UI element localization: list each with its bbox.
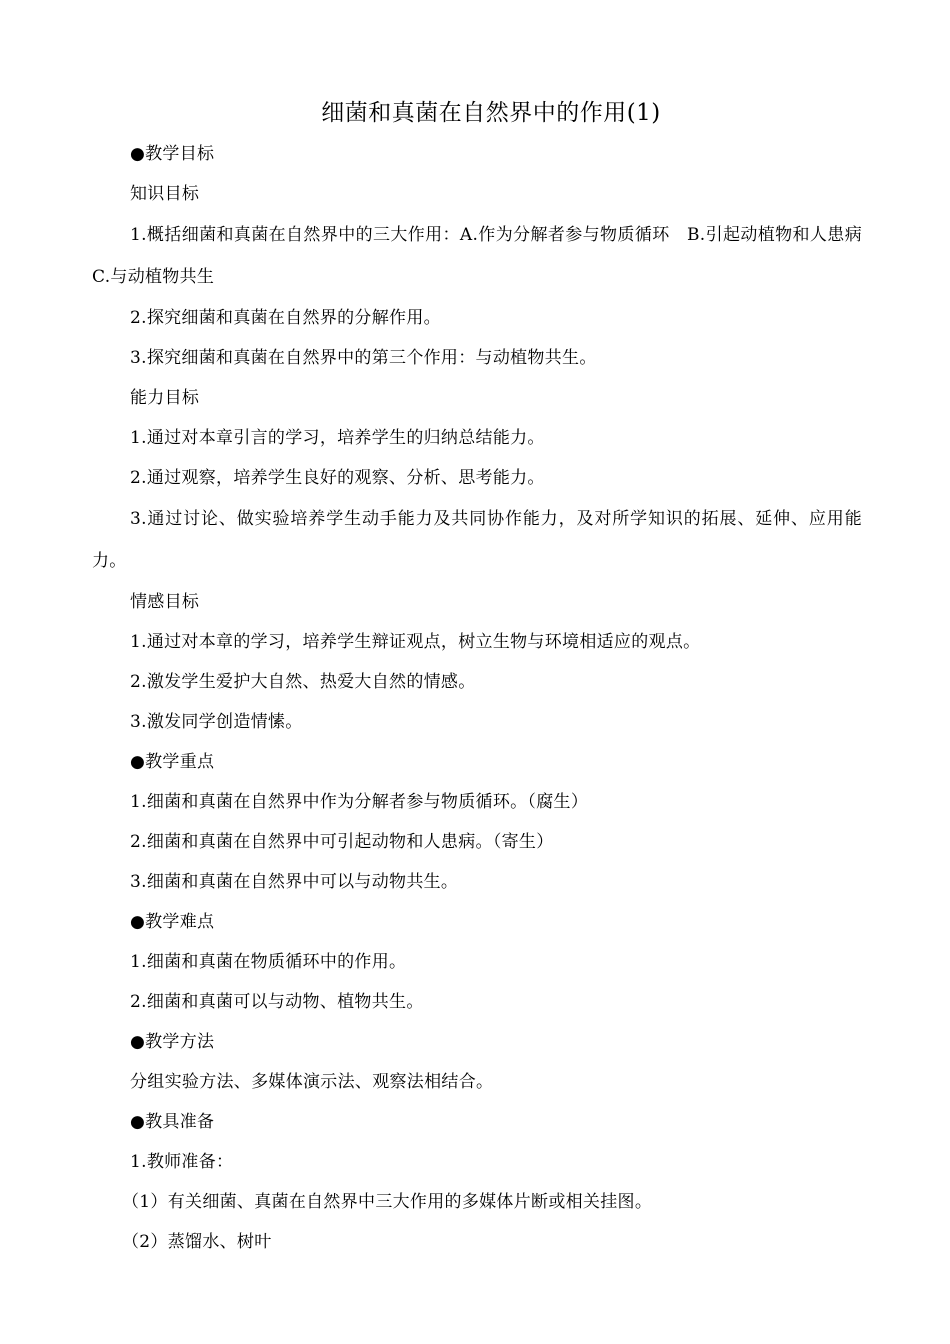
section-heading-objectives: ●教学目标 [130, 144, 215, 164]
paragraph-key-point-1: 1.细菌和真菌在自然界中作为分解者参与物质循环。（腐生） [130, 792, 589, 812]
paragraph-emotion-2: 2.激发学生爱护大自然、热爱大自然的情感。 [130, 672, 476, 692]
paragraph-knowledge-1: 1.概括细菌和真菌在自然界中的三大作用：A.作为分解者参与物质循环 B.引起动植物和人患病 C.与动植物共生 [92, 225, 880, 287]
paragraph-emotion-1: 1.通过对本章的学习，培养学生辩证观点，树立生物与环境相适应的观点。 [130, 632, 701, 652]
subheading-emotion: 情感目标 [130, 592, 200, 612]
paragraph-difficulty-2: 2.细菌和真菌可以与动物、植物共生。 [130, 992, 424, 1012]
paragraph-key-point-3: 3.细菌和真菌在自然界中可以与动物共生。 [130, 872, 459, 892]
section-heading-materials: ●教具准备 [130, 1112, 215, 1132]
paragraph-knowledge-3: 3.探究细菌和真菌在自然界中的第三个作用：与动植物共生。 [130, 348, 597, 368]
section-heading-methods: ●教学方法 [130, 1032, 215, 1052]
paragraph-teacher-prep-1: （1）有关细菌、真菌在自然界中三大作用的多媒体片断或相关挂图。 [122, 1192, 653, 1212]
section-heading-key-points: ●教学重点 [130, 752, 215, 772]
paragraph-ability-1: 1.通过对本章引言的学习，培养学生的归纳总结能力。 [130, 428, 545, 448]
paragraph-ability-2: 2.通过观察，培养学生良好的观察、分析、思考能力。 [130, 468, 545, 488]
paragraph-key-point-2: 2.细菌和真菌在自然界中可引起动物和人患病。（寄生） [130, 832, 554, 852]
paragraph-methods: 分组实验方法、多媒体演示法、观察法相结合。 [130, 1072, 494, 1092]
paragraph-knowledge-2: 2.探究细菌和真菌在自然界的分解作用。 [130, 308, 441, 328]
paragraph-emotion-3: 3.激发同学创造情愫。 [130, 712, 303, 732]
document-page [92, 92, 880, 1262]
paragraph-ability-3: 3.通过讨论、做实验培养学生动手能力及共同协作能力，及对所学知识的拓展、延伸、应用能力。 [92, 509, 862, 571]
paragraph-difficulty-1: 1.细菌和真菌在物质循环中的作用。 [130, 952, 407, 972]
section-heading-difficulties: ●教学难点 [130, 912, 215, 932]
subheading-ability: 能力目标 [130, 388, 200, 408]
subheading-knowledge: 知识目标 [130, 184, 200, 204]
paragraph-teacher-prep: 1.教师准备： [130, 1152, 234, 1172]
document-title: 细菌和真菌在自然界中的作用(1) [321, 100, 661, 126]
paragraph-teacher-prep-2: （2）蒸馏水、树叶 [122, 1232, 272, 1252]
